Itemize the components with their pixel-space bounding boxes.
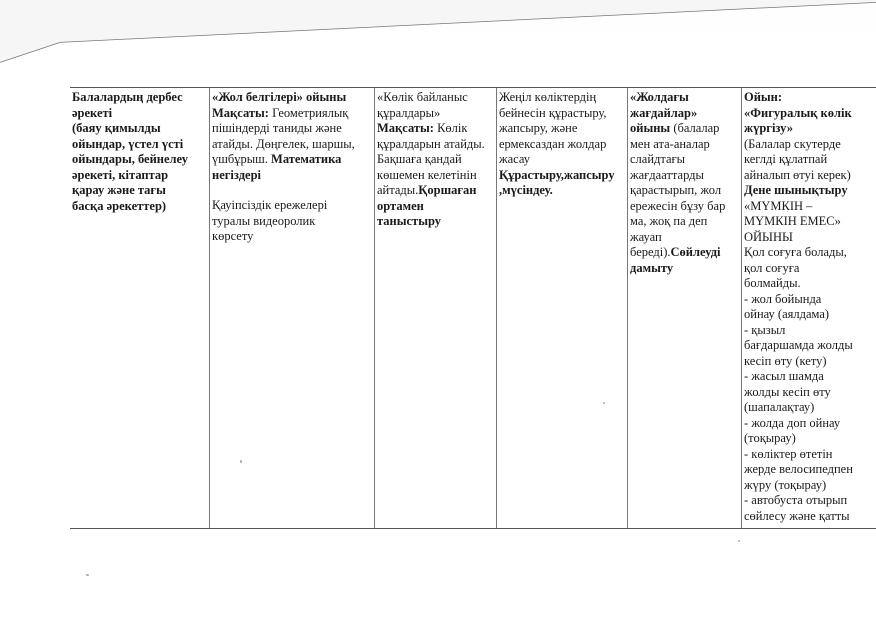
cell-line: ережесін бұзу бар [630, 198, 726, 213]
game-title: жағдайлар» [630, 105, 698, 120]
cell-line: ермексаздан жолдар [499, 136, 607, 151]
cell-line: жапсыру, және [499, 121, 578, 135]
column-independent-activity [70, 88, 209, 528]
cell-line: (тоқырау) [744, 431, 796, 445]
game-label: Ойын: [744, 90, 783, 104]
subject-label: Құрастыру,жапсыру [499, 167, 615, 182]
cell-line: - жол бойында [744, 291, 822, 306]
cell-text: Көлік [433, 121, 468, 135]
cell-line: жауап [630, 229, 662, 244]
cell-line: қарау және тағы [72, 183, 166, 197]
subject-label: таныстыру [377, 214, 441, 228]
cell-line: ойындары, бейнелеу [72, 152, 189, 166]
cell-line: атайды. Дөңгелек, шаршы, [212, 136, 355, 151]
game-title: «Жол белгілері» ойыны [212, 90, 347, 104]
cell-line: - көліктер өтетін [744, 446, 833, 461]
column-figure-driving [741, 88, 876, 528]
cell-line: көрсету [212, 229, 254, 243]
cell-line: (Балалар скутерде [744, 136, 841, 151]
cell-line: «МҮМКІН – [744, 198, 813, 213]
cell-line: басқа әрекеттер) [72, 198, 167, 213]
cell-line: мен ата-аналар [630, 136, 710, 151]
cell-line: жерде велосипедпен [744, 462, 853, 476]
subject-label: дамыту [630, 260, 674, 275]
page-fold-edge [0, 0, 876, 95]
cell-line: жағдааттарды [630, 167, 704, 182]
cell-line: ойнау (аялдама) [744, 307, 830, 321]
cell-line: (баяу қимылды [72, 121, 161, 135]
cell-text: Геометриялық [268, 105, 349, 120]
cell-line: сөйлесу және қатты [744, 508, 850, 523]
cell-line: бағдаршамда жолды [744, 338, 853, 352]
activity-table [70, 87, 876, 529]
cell-line: әрекеті, кітаптар [72, 167, 169, 182]
cell-line: болмайды. [744, 276, 801, 290]
subject-label: ортамен [377, 198, 424, 213]
column-road-signs-game [209, 88, 374, 528]
cell-text: (балалар [670, 121, 720, 135]
cell-text: айтады. [377, 183, 419, 197]
cell-line: жасау [499, 152, 531, 166]
cell-line: туралы видеоролик [212, 213, 316, 228]
cell-line: кеглдi құлатпай [744, 152, 828, 166]
cell-line: жүру (тоқырау) [744, 477, 827, 492]
game-title: ойыны [630, 121, 671, 135]
cell-line: Жеңіл көліктердің [499, 90, 597, 104]
cell-line: - жасыл шамда [744, 369, 824, 383]
cell-text: үшбұрыш. [212, 152, 272, 166]
cell-line: - қызыл [744, 322, 786, 337]
cell-line: бейнесін құрастыру, [499, 105, 607, 120]
cell-line: қол соғуға [744, 260, 800, 275]
cell-line: Бақшаға қандай [377, 152, 462, 166]
goal-label: Мақсаты: [212, 105, 269, 120]
cell-line: МҮМКІН ЕМЕС» [744, 214, 841, 228]
cell-line: - жолда доп ойнау [744, 415, 841, 430]
game-title: «Жолдағы [630, 90, 689, 104]
goal-label: Мақсаты: [377, 121, 434, 135]
cell-line: құралдарын атайды. [377, 136, 485, 151]
cell-line: (шапалақтау) [744, 400, 815, 414]
cell-line: Қол соғуға болады, [744, 245, 847, 259]
cell-line: айналып өтуі керек) [744, 167, 851, 182]
cell-line: ойындар, үстел үсті [72, 136, 184, 151]
cell-line: Қауіпсіздік ережелері [212, 198, 328, 212]
subject-label: Сөйлеуді [670, 245, 721, 259]
cell-line: қарастырып, жол [630, 183, 722, 197]
cell-line: - автобуста отырып [744, 493, 848, 507]
subject-label: ,мүсіндеу. [499, 183, 553, 197]
column-road-situations [627, 88, 741, 528]
cell-line: ОЙЫНЫ [744, 229, 793, 244]
cell-line: Балалардың дербес [72, 90, 183, 104]
scan-speck [738, 540, 740, 542]
cell-line: құралдары» [377, 105, 441, 120]
cell-line: кесіп өту (кету) [744, 353, 827, 368]
scan-speck [603, 402, 605, 404]
scan-speck [240, 460, 242, 463]
cell-text: береді). [630, 245, 671, 259]
cell-line: жолды кесіп өту [744, 384, 831, 399]
cell-line: пішіндерді таниды және [212, 121, 342, 135]
cell-line: «Көлік байланыс [377, 90, 468, 104]
cell-line: әрекеті [72, 105, 113, 120]
game-title: «Фигуралық көлік [744, 105, 852, 120]
cell-line: ма, жоқ па деп [630, 214, 708, 228]
subject-label: Математика [271, 152, 342, 166]
subject-label: негіздері [212, 167, 261, 182]
column-construction [496, 88, 627, 528]
scan-speck [86, 574, 89, 576]
cell-line: слайдтағы [630, 152, 686, 166]
subject-label: Қоршаған [418, 183, 477, 197]
cell-line: көшемен келетінін [377, 167, 477, 182]
subject-label: Дене шынықтыру [744, 183, 848, 197]
column-transport-means [374, 88, 496, 528]
game-title: жүргізу» [744, 121, 793, 135]
